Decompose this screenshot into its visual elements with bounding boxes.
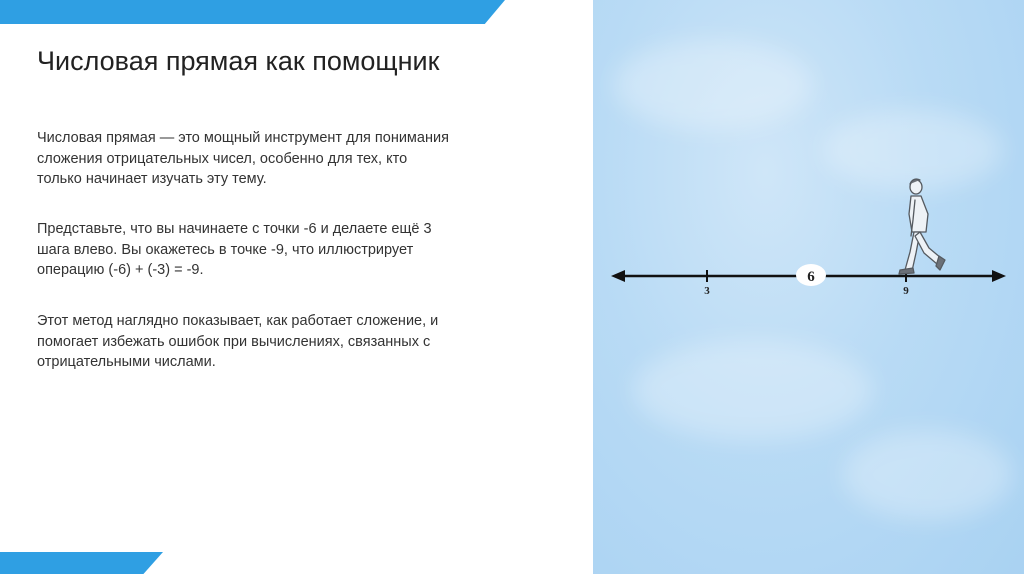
paragraph-example: Представьте, что вы начинаете с точки -6 и делаете ещё 3 шага влево. Вы окажетесь в точке -9, что иллюстрирует операцию (-6) + (-3) = -9. — [37, 221, 432, 278]
walking-person-icon — [899, 179, 945, 274]
bottom-accent-bar — [0, 552, 163, 574]
paragraph-conclusion: Этот метод наглядно показывает, как работает сложение, и помогает избежать ошибок при вычислениях, связанных с отрицательными числами. — [37, 313, 439, 370]
tick-label-right: 9 — [903, 285, 909, 297]
left-arrow-icon — [611, 270, 625, 282]
tick-label-left: 3 — [704, 285, 710, 297]
paragraph-intro: Числовая прямая — это мощный инструмент для понимания сложения отрицательных чисел, особенно для тех, кто только начинает изучать эту тему. — [37, 130, 449, 187]
circle-label: 6 — [807, 269, 815, 285]
right-arrow-icon — [992, 270, 1006, 282]
top-accent-bar — [0, 0, 505, 24]
slide-title: Числовая прямая как помощник — [37, 46, 440, 76]
number-line-illustration — [593, 0, 1024, 574]
number-line-svg — [593, 0, 1024, 574]
